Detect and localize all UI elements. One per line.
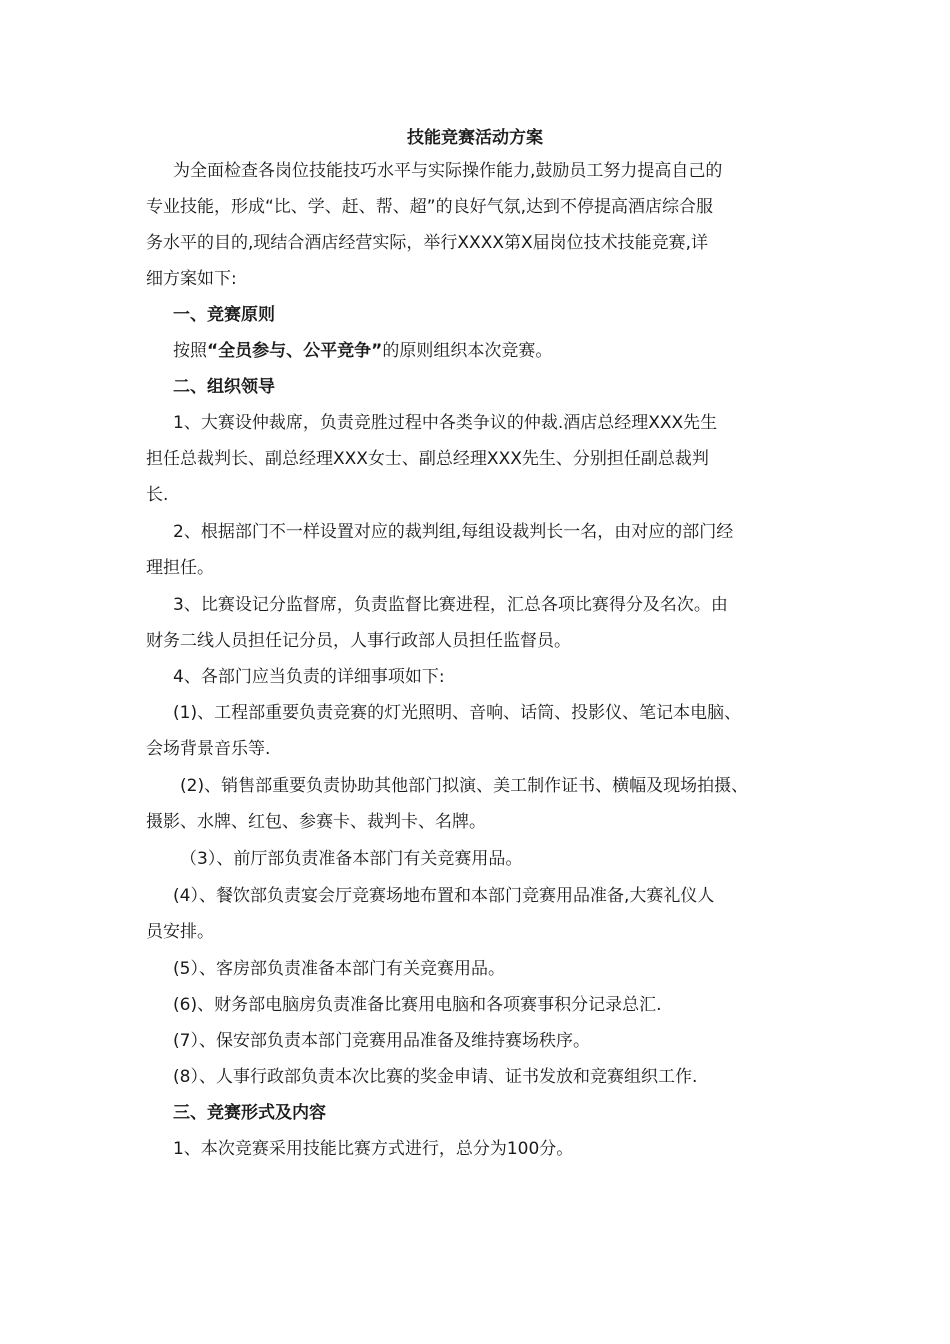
paragraph-line: 专业技能，形成“比、学、赶、帮、超”的良好气氛,达到不停提高酒店综合服 bbox=[146, 197, 714, 217]
paragraph-line: (1)、工程部重要负责竞赛的灯光照明、音响、话筒、投影仪、笔记本电脑、 bbox=[173, 703, 742, 723]
paragraph-line: 细方案如下: bbox=[146, 269, 237, 289]
paragraph-line: (2)、销售部重要负责协助其他部门拟演、美工制作证书、横幅及现场拍摄、 bbox=[180, 776, 749, 796]
paragraph-line: 理担任。 bbox=[146, 558, 214, 578]
paragraph-line: (5）、客房部负责准备本部门有关竞赛用品。 bbox=[173, 959, 505, 979]
paragraph-line: 务水平的目的,现结合酒店经营实际，举行XXXX第X届岗位技术技能竞赛,详 bbox=[146, 233, 709, 253]
paragraph-line: 3、比赛设记分监督席，负责监督比赛进程，汇总各项比赛得分及名次。由 bbox=[173, 595, 728, 615]
paragraph-line: 2、根据部门不一样设置对应的裁判组,每组设裁判长一名，由对应的部门经 bbox=[173, 522, 734, 542]
principle-prefix: 按照 bbox=[173, 341, 207, 361]
section-heading-principle: 一、竞赛原则 bbox=[173, 305, 275, 325]
paragraph-line: (8）、人事行政部负责本次比赛的奖金申请、证书发放和竞赛组织工作. bbox=[173, 1067, 698, 1087]
principle-suffix: 的原则组织本次竞赛。 bbox=[382, 341, 553, 361]
paragraph-line: 1、大赛设仲裁席，负责竞胜过程中各类争议的仲裁.酒店总经理XXX先生 bbox=[173, 413, 718, 433]
paragraph-line: 员安排。 bbox=[146, 922, 214, 942]
paragraph-line: 长. bbox=[146, 485, 169, 505]
paragraph-line: (7）、保安部负责本部门竞赛用品准备及维持赛场秩序。 bbox=[173, 1031, 590, 1051]
paragraph-line: (4）、餐饮部负责宴会厅竞赛场地布置和本部门竞赛用品准备,大赛礼仪人 bbox=[173, 886, 715, 906]
paragraph-line: 担任总裁判长、副总经理XXX女士、副总经理XXX先生、分别担任副总裁判 bbox=[146, 449, 709, 469]
paragraph-line: 1、本次竞赛采用技能比赛方式进行，总分为100分。 bbox=[173, 1139, 574, 1159]
document-title: 技能竞赛活动方案 bbox=[407, 128, 543, 148]
paragraph-line: (6)、财务部电脑房负责准备比赛用电脑和各项赛事积分记录总汇. bbox=[173, 995, 662, 1015]
paragraph-line: 摄影、水牌、红包、参赛卡、裁判卡、名牌。 bbox=[146, 812, 486, 832]
principle-line bbox=[173, 337, 552, 365]
paragraph-line: 财务二线人员担任记分员，人事行政部人员担任监督员。 bbox=[146, 631, 571, 651]
principle-emphasis: “全员参与、公平竞争” bbox=[207, 341, 383, 361]
paragraph-line: 4、各部门应当负责的详细事项如下: bbox=[173, 667, 445, 687]
paragraph-line: （3）、前厅部负责准备本部门有关竞赛用品。 bbox=[180, 849, 523, 869]
section-heading-format: 三、竞赛形式及内容 bbox=[173, 1103, 326, 1123]
paragraph-line: 会场背景音乐等. bbox=[146, 739, 271, 759]
section-heading-organization: 二、组织领导 bbox=[173, 377, 275, 397]
paragraph-line: 为全面检查各岗位技能技巧水平与实际操作能力,鼓励员工努力提高自己的 bbox=[173, 161, 723, 181]
